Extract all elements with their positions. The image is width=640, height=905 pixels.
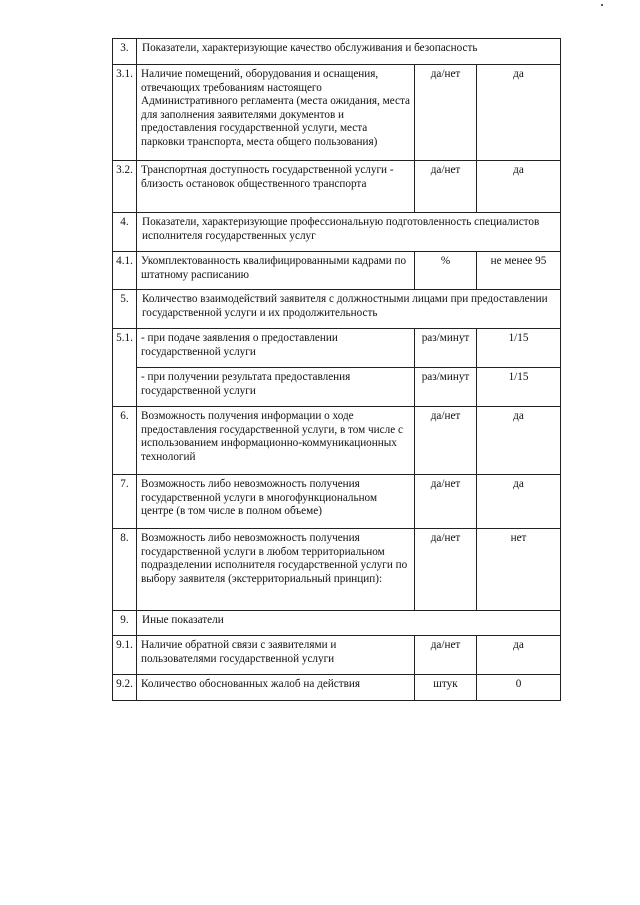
table-row-8 xyxy=(113,529,561,611)
row-number: 5.1. xyxy=(113,329,137,407)
scan-speck xyxy=(601,4,603,6)
indicator-text: Возможность либо невозможность получения государственной услуги в любом территориальном подразделении исполнителя государственной услуги по выбору заявителя (экстерриториальный принцип): xyxy=(137,529,415,611)
document-page xyxy=(112,38,560,701)
value-cell: да xyxy=(477,475,561,529)
value-cell: 1/15 xyxy=(477,329,561,368)
row-number: 6. xyxy=(113,407,137,475)
value-cell: да xyxy=(477,407,561,475)
indicator-text: Количество обоснованных жалоб на действия xyxy=(137,675,415,701)
value-cell: да xyxy=(477,65,561,161)
row-number: 9. xyxy=(113,611,137,636)
section-title: Показатели, характеризующие профессиональную подготовленность специалистов исполнителя государственных услуг xyxy=(137,213,561,252)
row-number: 3. xyxy=(113,39,137,65)
section-title: Количество взаимодействий заявителя с должностными лицами при предоставлении государственной услуги и их продолжительность xyxy=(137,290,561,329)
row-number: 3.1. xyxy=(113,65,137,161)
indicators-table xyxy=(112,38,561,701)
row-number: 3.2. xyxy=(113,161,137,213)
value-cell: нет xyxy=(477,529,561,611)
table-row-5-1-cont xyxy=(113,368,561,407)
value-cell: да xyxy=(477,161,561,213)
section-title: Иные показатели xyxy=(137,611,561,636)
value-cell: не менее 95 xyxy=(477,252,561,290)
table-row-3-1 xyxy=(113,65,561,161)
value-cell: 0 xyxy=(477,675,561,701)
table-row-6 xyxy=(113,407,561,475)
indicator-text: Возможность либо невозможность получения государственной услуги в многофункциональном центре (в том числе в полном объеме) xyxy=(137,475,415,529)
table-row-section-4 xyxy=(113,213,561,252)
row-number: 9.1. xyxy=(113,636,137,675)
value-cell: 1/15 xyxy=(477,368,561,407)
unit-cell: да/нет xyxy=(415,161,477,213)
row-number: 9.2. xyxy=(113,675,137,701)
unit-cell: да/нет xyxy=(415,407,477,475)
table-row-7 xyxy=(113,475,561,529)
row-number: 8. xyxy=(113,529,137,611)
unit-cell: да/нет xyxy=(415,529,477,611)
table-row-4-1 xyxy=(113,252,561,290)
indicator-text: Укомплектованность квалифицированными кадрами по штатному расписанию xyxy=(137,252,415,290)
indicator-text: Транспортная доступность государственной услуги - близость остановок общественного транспорта xyxy=(137,161,415,213)
unit-cell: раз/минут xyxy=(415,368,477,407)
unit-cell: раз/минут xyxy=(415,329,477,368)
table-row-3-2 xyxy=(113,161,561,213)
unit-cell: штук xyxy=(415,675,477,701)
row-number: 4. xyxy=(113,213,137,252)
unit-cell: да/нет xyxy=(415,636,477,675)
indicator-text: Наличие обратной связи с заявителями и пользователями государственной услуги xyxy=(137,636,415,675)
unit-cell: да/нет xyxy=(415,475,477,529)
indicator-text: Возможность получения информации о ходе предоставления государственной услуги, в том числе с использованием информационно-коммуникационных технологий xyxy=(137,407,415,475)
value-cell: да xyxy=(477,636,561,675)
indicator-text: Наличие помещений, оборудования и оснащения, отвечающих требованиям настоящего Административного регламента (места ожидания, места для заполнения заявителями документов и предоставления государственной услуги, места парковки транспорта, места общего пользования) xyxy=(137,65,415,161)
section-title: Показатели, характеризующие качество обслуживания и безопасность xyxy=(137,39,561,65)
indicator-text: - при получении результата предоставления государственной услуги xyxy=(137,368,415,407)
row-number: 5. xyxy=(113,290,137,329)
unit-cell: да/нет xyxy=(415,65,477,161)
table-row-section-5 xyxy=(113,290,561,329)
row-number: 7. xyxy=(113,475,137,529)
unit-cell: % xyxy=(415,252,477,290)
table-row-section-3 xyxy=(113,39,561,65)
table-row-9-1 xyxy=(113,636,561,675)
row-number: 4.1. xyxy=(113,252,137,290)
table-row-5-1 xyxy=(113,329,561,368)
table-row-9-2 xyxy=(113,675,561,701)
indicator-text: - при подаче заявления о предоставлении государственной услуги xyxy=(137,329,415,368)
table-row-section-9 xyxy=(113,611,561,636)
